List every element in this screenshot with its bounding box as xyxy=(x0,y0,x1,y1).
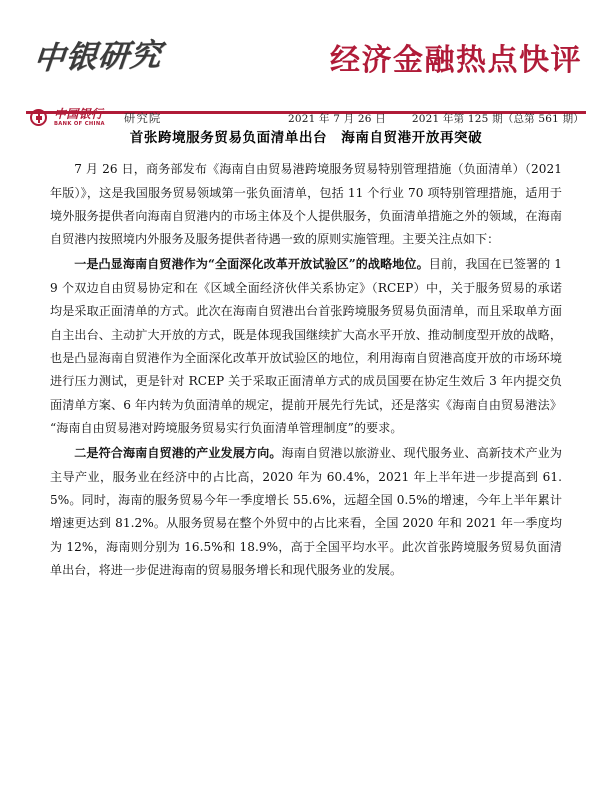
article-paragraph xyxy=(50,442,562,582)
masthead-top-row xyxy=(26,37,586,96)
boc-name-en: BANK OF CHINA xyxy=(54,121,105,128)
publication-date: 2021 年 7 月 26 日 xyxy=(287,112,386,125)
paragraph-lead: 一是凸显海南自贸港作为“全面深化改革开放试验区”的战略地位。 xyxy=(74,257,429,272)
article-paragraph xyxy=(50,253,562,440)
issue-number: 2021 年第 125 期（总第 561 期） xyxy=(411,112,584,125)
brand-calligraphy-logo: 中银研究 xyxy=(31,37,164,77)
institute-label: 研究院 xyxy=(123,110,162,125)
paragraph-lead: 二是符合海南自贸港的产业发展方向。 xyxy=(74,446,282,461)
masthead-meta xyxy=(288,111,586,126)
publication-title: 经济金融热点快评 xyxy=(330,43,582,78)
paragraph-body: 7 月 26 日，商务部发布《海南自由贸易港跨境服务贸易特别管理措施（负面清单）（2021 年版）》，这是我国服务贸易领域第一张负面清单，包括 11 个行业 70 项特别管理措施，适用于境外服务提供者向海南自贸港内的市场主体及个人提供服务，负面清单措施之外的领域，在海南自贸港内按照境内外服务及服务提供者待遇一致的原则实施管理。主要关注点如下： xyxy=(50,162,562,247)
article-body xyxy=(50,114,562,583)
masthead xyxy=(26,0,586,128)
bank-of-china-branding xyxy=(26,108,161,127)
bank-of-china-logo-icon xyxy=(30,109,47,126)
article-title: 首张跨境服务贸易负面清单出台 海南自贸港开放再突破 xyxy=(129,130,483,146)
boc-name-cn: 中国银行 xyxy=(54,107,104,122)
bank-of-china-wordmark xyxy=(54,108,105,127)
paragraph-body: 目前，我国在已签署的 19 个双边自由贸易协定和在《区域全面经济伙伴关系协定》（RCEP）中，关于服务贸易的承诺均是采取正面清单的方式。此次在海南自贸港出台首张跨境服务贸易负面清单，而且采取单方面自主出台、主动扩大开放的方式，既是体现我国继续扩大高水平开放、推动制度型开放的战略，也是凸显海南自贸港作为全面深化改革开放试验区的地位，利用海南自贸港高度开放的市场环境进行压力测试，更是针对 RCEP 关于采取正面清单方式的成员国要在协定生效后 3 年内提交负面清单方案、6 年内转为负面清单的规定，提前开展先行先试，还是落实《海南自由贸易港法》“海南自由贸易港对跨境服务贸易实行负面清单管理制度”的要求。 xyxy=(50,257,562,436)
masthead-sub-row xyxy=(26,106,586,130)
paragraph-body: 海南自贸港以旅游业、现代服务业、高新技术产业为主导产业，服务业在经济中的占比高，2020 年为 60.4%，2021 年上半年进一步提高到 61.5%。同时，海南的服务贸易今年一季度增长 55.6%，远超全国 0.5%的增速，今年上半年累计增速更达到 81.2%。从服务贸易在整个外贸中的占比来看，全国 2020 年和 2021 年一季度均为 12%，海南则分别为 16.5%和 18.9%，高于全国平均水平。此次首张跨境服务贸易负面清单出台，将进一步促进海南的贸易服务增长和现代服务业的发展。 xyxy=(50,446,562,578)
article-paragraph xyxy=(50,158,562,252)
